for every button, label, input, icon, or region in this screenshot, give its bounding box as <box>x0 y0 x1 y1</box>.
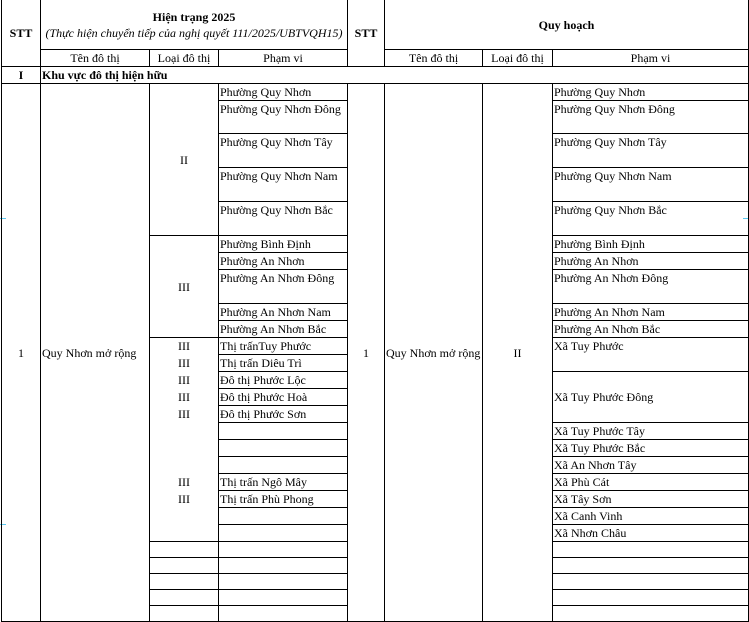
current-scope-item: Thị trấn Diêu Trì <box>219 355 348 372</box>
current-scope-item: Phường An Nhơn Nam <box>219 304 348 321</box>
plan-scope-item: Phường Quy Nhơn Đông <box>553 101 749 134</box>
plan-scope-item: Xã Nhơn Châu <box>553 525 749 542</box>
current-scope-empty <box>219 423 348 440</box>
current-scope-item: Đô thị Phước Lộc <box>219 372 348 389</box>
section-title: Khu vực đô thị hiện hữu <box>41 67 749 84</box>
header-current-status <box>41 0 348 50</box>
filler-cell <box>150 574 219 590</box>
current-note: (Thực hiện chuyển tiếp của nghị quyết 111/2025/UBTVQH15) <box>45 25 343 40</box>
plan-scope-item: Phường An Nhơn <box>553 253 749 270</box>
current-scope-item: Đô thị Phước Hoà <box>219 389 348 406</box>
current-scope-item: Phường Bình Định <box>219 236 348 253</box>
plan-type: II <box>483 84 553 622</box>
plan-scope-item: Phường Quy Nhơn Tây <box>553 134 749 168</box>
section-index: I <box>2 67 41 84</box>
filler-cell <box>150 606 219 622</box>
filler-cell <box>219 606 348 622</box>
current-scope-item: Thị trấnTuy Phước <box>219 338 348 355</box>
plan-scope-item: Phường Quy Nhơn <box>553 84 749 101</box>
filler-cell <box>553 590 749 606</box>
current-scope-item: Phường An Nhơn Bắc <box>219 321 348 338</box>
current-scope-item: Phường Quy Nhơn Bắc <box>219 202 348 236</box>
header-plan: Quy hoạch <box>385 0 749 50</box>
col-name-plan: Tên đô thị <box>385 50 483 67</box>
current-type-empty <box>150 457 219 474</box>
filler-cell <box>219 542 348 558</box>
plan-scope-item: Xã Tuy Phước Đông <box>553 372 749 423</box>
col-name-current: Tên đô thị <box>41 50 150 67</box>
filler-cell <box>553 542 749 558</box>
plan-urban-name: Quy Nhơn mở rộng <box>385 84 483 622</box>
header-stt-current: STT <box>2 0 41 67</box>
plan-scope-item: Xã Canh Vinh <box>553 508 749 525</box>
col-type-current: Loại đô thị <box>150 50 219 67</box>
current-scope-item: Phường Quy Nhơn <box>219 84 348 101</box>
current-title: Hiện trạng 2025 <box>152 9 236 24</box>
filler-cell <box>150 542 219 558</box>
current-type-empty <box>150 508 219 525</box>
filler-cell <box>553 574 749 590</box>
current-scope-empty <box>219 440 348 457</box>
current-type-item: III <box>150 338 219 355</box>
urban-plan-table <box>1 0 749 622</box>
header-stt-plan: STT <box>348 0 385 67</box>
current-scope-empty <box>219 457 348 474</box>
current-type-item: III <box>150 389 219 406</box>
filler-cell <box>553 606 749 622</box>
current-scope-item: Phường Quy Nhơn Nam <box>219 168 348 202</box>
current-type-item: III <box>150 474 219 491</box>
current-type-item: III <box>150 406 219 423</box>
current-scope-item: Thị trấn Ngô Mây <box>219 474 348 491</box>
col-scope-plan: Phạm vi <box>553 50 749 67</box>
current-scope-empty <box>219 525 348 542</box>
current-scope-item: Phường Quy Nhơn Đông <box>219 101 348 134</box>
col-type-plan: Loại đô thị <box>483 50 553 67</box>
filler-cell <box>219 558 348 574</box>
plan-scope-item: Phường An Nhơn Đông <box>553 270 749 304</box>
row-stt: 1 <box>2 84 41 622</box>
filler-cell <box>219 590 348 606</box>
current-type-empty <box>150 525 219 542</box>
plan-scope-item: Xã Tây Sơn <box>553 491 749 508</box>
plan-scope-item: Xã Tuy Phước <box>553 338 749 372</box>
row-type-iii: III <box>150 236 219 338</box>
plan-scope-item: Phường An Nhơn Bắc <box>553 321 749 338</box>
filler-cell <box>150 558 219 574</box>
plan-scope-item: Phường An Nhơn Nam <box>553 304 749 321</box>
current-scope-item: Phường Quy Nhơn Tây <box>219 134 348 168</box>
row-type-ii: II <box>150 84 219 236</box>
current-type-item: III <box>150 491 219 508</box>
plan-scope-item: Phường Bình Định <box>553 236 749 253</box>
current-scope-item: Phường An Nhơn <box>219 253 348 270</box>
plan-scope-item: Xã Tuy Phước Bắc <box>553 440 749 457</box>
current-scope-empty <box>219 508 348 525</box>
filler-cell <box>150 590 219 606</box>
filler-cell <box>553 558 749 574</box>
current-scope-item: Đô thị Phước Sơn <box>219 406 348 423</box>
filler-cell <box>219 574 348 590</box>
plan-scope-item: Xã An Nhơn Tây <box>553 457 749 474</box>
plan-scope-item: Xã Tuy Phước Tây <box>553 423 749 440</box>
plan-stt: 1 <box>348 84 385 622</box>
current-type-empty <box>150 440 219 457</box>
row-urban-name: Quy Nhơn mở rộng <box>41 84 150 622</box>
current-type-item: III <box>150 372 219 389</box>
plan-scope-item: Phường Quy Nhơn Bắc <box>553 202 749 236</box>
col-scope-current: Phạm vi <box>219 50 348 67</box>
current-scope-item: Phường An Nhơn Đông <box>219 270 348 304</box>
plan-scope-item: Xã Phù Cát <box>553 474 749 491</box>
plan-scope-item: Phường Quy Nhơn Nam <box>553 168 749 202</box>
current-scope-item: Thị trấn Phù Phong <box>219 491 348 508</box>
current-type-item: III <box>150 355 219 372</box>
current-type-empty <box>150 423 219 440</box>
